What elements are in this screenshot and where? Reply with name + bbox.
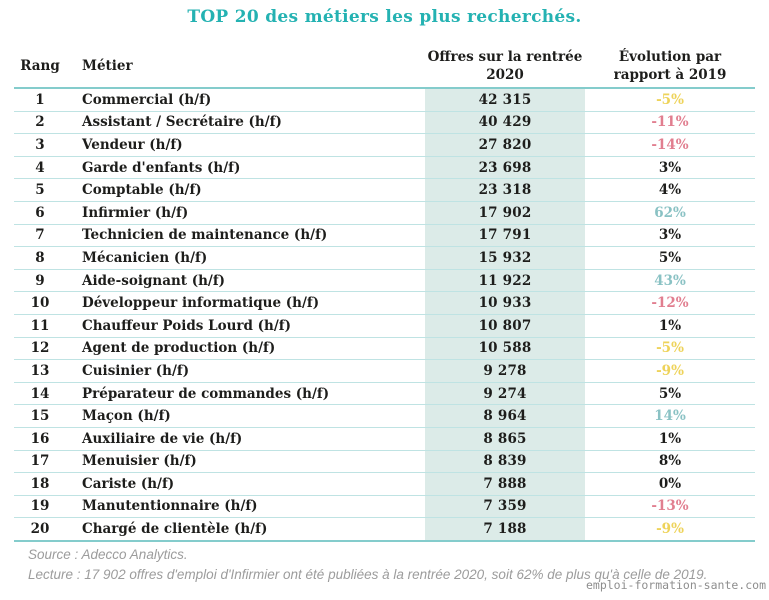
evolution-cell: -9% — [656, 521, 684, 538]
table-row — [14, 156, 755, 179]
evolution-cell: -14% — [651, 136, 689, 153]
offres-cell: 8 839 — [425, 451, 585, 473]
header-metier: Métier — [82, 58, 133, 74]
evolution-cell: 0% — [658, 475, 682, 492]
offres-cell: 23 698 — [425, 157, 585, 179]
table-header — [14, 46, 755, 86]
metier-cell: Maçon (h/f) — [82, 408, 171, 425]
offres-cell: 17 791 — [425, 225, 585, 247]
evolution-cell: 14% — [654, 408, 686, 425]
table-row — [14, 337, 755, 360]
table-row — [14, 359, 755, 382]
table-body — [14, 87, 755, 542]
metier-cell: Préparateur de commandes (h/f) — [82, 385, 330, 402]
evolution-cell: 4% — [658, 182, 682, 199]
rank-cell: 18 — [30, 475, 50, 492]
rank-cell: 13 — [30, 362, 50, 379]
metier-cell: Vendeur (h/f) — [82, 136, 183, 153]
source-note: Source : Adecco Analytics. — [28, 547, 188, 562]
metier-cell: Assistant / Secrétaire (h/f) — [82, 114, 282, 131]
rank-cell: 3 — [35, 136, 45, 153]
header-evolution — [585, 46, 755, 86]
rank-cell: 20 — [30, 521, 50, 538]
metier-cell: Commercial (h/f) — [82, 91, 212, 108]
evolution-cell: -5% — [656, 340, 684, 357]
evolution-cell: -9% — [656, 362, 684, 379]
offres-cell: 17 902 — [425, 202, 585, 224]
rank-cell: 7 — [35, 227, 45, 244]
rank-cell: 2 — [35, 114, 45, 131]
offres-cell: 7 188 — [425, 518, 585, 540]
offres-cell: 8 865 — [425, 428, 585, 450]
evolution-cell: 5% — [658, 249, 682, 266]
rank-cell: 9 — [35, 272, 45, 289]
table-row — [14, 111, 755, 134]
rank-cell: 19 — [30, 498, 50, 515]
evolution-cell: 8% — [658, 453, 682, 470]
metier-cell: Manutentionnaire (h/f) — [82, 498, 258, 515]
table-row — [14, 404, 755, 427]
table-row — [14, 517, 755, 540]
metier-cell: Auxiliaire de vie (h/f) — [82, 430, 243, 447]
evolution-cell: 3% — [658, 227, 682, 244]
metier-cell: Agent de production (h/f) — [82, 340, 276, 357]
header-offres-label: Offres sur la rentrée 2020 — [427, 48, 583, 83]
offres-cell: 10 807 — [425, 315, 585, 337]
table-row — [14, 382, 755, 405]
metier-cell: Garde d'enfants (h/f) — [82, 159, 241, 176]
evolution-cell: -5% — [656, 91, 684, 108]
table-row — [14, 427, 755, 450]
rank-cell: 4 — [35, 159, 45, 176]
offres-cell: 23 318 — [425, 179, 585, 201]
page-title: TOP 20 des métiers les plus recherchés. — [187, 7, 582, 27]
offres-cell: 40 429 — [425, 112, 585, 134]
table-row — [14, 178, 755, 201]
offres-cell: 27 820 — [425, 134, 585, 156]
table-row — [14, 224, 755, 247]
offres-cell: 7 359 — [425, 496, 585, 518]
table-row — [14, 450, 755, 473]
evolution-cell: 1% — [658, 317, 682, 334]
table-row — [14, 246, 755, 269]
table-row — [14, 314, 755, 337]
header-offres — [425, 46, 585, 86]
lecture-note: Lecture : 17 902 offres d'emploi d'Infirmier ont été publiées à la rentrée 2020, soit 62% de plus qu'à celle de 2019. — [28, 567, 708, 582]
metier-cell: Technicien de maintenance (h/f) — [82, 227, 328, 244]
metier-cell: Chargé de clientèle (h/f) — [82, 521, 268, 538]
rank-cell: 8 — [35, 249, 45, 266]
metier-cell: Comptable (h/f) — [82, 182, 202, 199]
rank-cell: 6 — [35, 204, 45, 221]
offres-cell: 9 274 — [425, 383, 585, 405]
rank-cell: 10 — [30, 295, 50, 312]
watermark: emploi-formation-sante.com — [585, 578, 766, 592]
offres-cell: 9 278 — [425, 360, 585, 382]
rank-cell: 16 — [30, 430, 50, 447]
rank-cell: 11 — [30, 317, 50, 334]
evolution-cell: -12% — [651, 295, 689, 312]
offres-cell: 11 922 — [425, 270, 585, 292]
evolution-cell: 1% — [658, 430, 682, 447]
table-row — [14, 133, 755, 156]
metier-cell: Infirmier (h/f) — [82, 204, 189, 221]
rank-cell: 1 — [35, 91, 45, 108]
table-row — [14, 291, 755, 314]
metier-cell: Cuisinier (h/f) — [82, 362, 190, 379]
table-row — [14, 495, 755, 518]
offres-cell: 42 315 — [425, 89, 585, 111]
header-rang: Rang — [20, 58, 60, 74]
rank-cell: 15 — [30, 408, 50, 425]
table-row — [14, 472, 755, 495]
rank-cell: 12 — [30, 340, 50, 357]
metier-cell: Aide-soignant (h/f) — [82, 272, 226, 289]
metier-cell: Développeur informatique (h/f) — [82, 295, 320, 312]
offres-cell: 15 932 — [425, 247, 585, 269]
evolution-cell: 43% — [654, 272, 686, 289]
metier-cell: Cariste (h/f) — [82, 475, 175, 492]
evolution-cell: 62% — [654, 204, 686, 221]
rank-cell: 5 — [35, 182, 45, 199]
table-row — [14, 201, 755, 224]
offres-cell: 10 933 — [425, 292, 585, 314]
table-row — [14, 89, 755, 111]
evolution-cell: 3% — [658, 159, 682, 176]
evolution-cell: -13% — [651, 498, 689, 515]
header-evolution-label: Évolution par rapport à 2019 — [613, 48, 727, 83]
metier-cell: Menuisier (h/f) — [82, 453, 197, 470]
rank-cell: 14 — [30, 385, 50, 402]
offres-cell: 10 588 — [425, 338, 585, 360]
metier-cell: Chauffeur Poids Lourd (h/f) — [82, 317, 291, 334]
offres-cell: 8 964 — [425, 405, 585, 427]
evolution-cell: 5% — [658, 385, 682, 402]
metier-cell: Mécanicien (h/f) — [82, 249, 208, 266]
offres-cell: 7 888 — [425, 473, 585, 495]
table-row — [14, 269, 755, 292]
rank-cell: 17 — [30, 453, 50, 470]
evolution-cell: -11% — [651, 114, 689, 131]
